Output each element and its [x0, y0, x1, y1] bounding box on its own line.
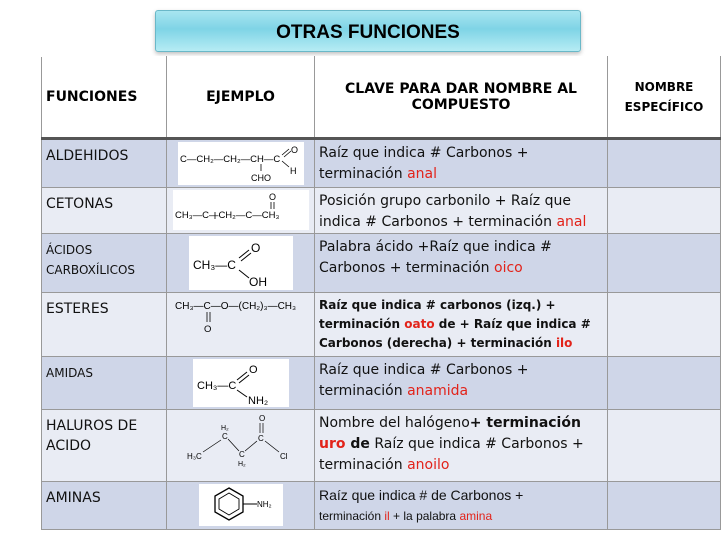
header-ejemplo: EJEMPLO	[167, 57, 315, 139]
clave-cetonas: Posición grupo carbonilo + Raíz que indica # Carbonos + terminación anal	[315, 188, 608, 234]
struct-o: O	[268, 192, 276, 202]
clave-acidos: Palabra ácido +Raíz que indica # Carbonos + terminación oico	[315, 234, 608, 293]
specific-aldehidos	[608, 139, 721, 188]
clave-aminas: Raíz que indica # de Carbonos + terminación il + la palabra amina	[315, 482, 608, 530]
struct-nh2: NH₂	[256, 500, 272, 509]
specific-cetonas	[608, 188, 721, 234]
struct-sub: CHO	[250, 173, 271, 183]
row-name-esteres: ESTERES	[42, 293, 167, 357]
struct-oh: OH	[248, 275, 267, 289]
row-name-haluros: HALUROS DE ACIDO	[42, 410, 167, 482]
header-nombre-especifico: NOMBRE ESPECÍFICO	[608, 57, 721, 139]
specific-acidos	[608, 234, 721, 293]
example-esteres	[167, 293, 315, 357]
ester-structure	[173, 295, 309, 343]
struct-main: C—CH₂—CH₂—CH—C	[179, 154, 280, 165]
struct-h3c: H₃C	[186, 452, 202, 461]
struct-o: O	[290, 145, 298, 155]
header-funciones: FUNCIONES	[42, 57, 167, 139]
struct-o: O	[248, 364, 258, 376]
struct-main: CH₃—C	[196, 380, 236, 392]
example-acidos	[167, 234, 315, 293]
struct-o: O	[203, 324, 211, 335]
struct-cl: Cl	[279, 452, 288, 461]
row-name-aldehidos: ALDEHIDOS	[42, 139, 167, 188]
struct-main: CH₃—C—CH₂—C—CH₃	[174, 210, 279, 221]
header-clave: CLAVE PARA DAR NOMBRE AL COMPUESTO	[315, 57, 608, 139]
row-name-acidos: ÁCIDOS CARBOXÍLICOS	[42, 234, 167, 293]
struct-c2: C	[238, 450, 245, 459]
clave-amidas: Raíz que indica # Carbonos + terminación anamida	[315, 357, 608, 410]
acid-halide-structure	[181, 412, 301, 474]
struct-main: CH₃—C—O—(CH₂)₃—CH₃	[174, 301, 296, 312]
amine-structure	[199, 484, 283, 526]
carboxylic-acid-structure	[189, 236, 293, 290]
clave-haluros: Nombre del halógeno+ terminación uro de Raíz que indica # Carbonos + terminación anoilo	[315, 410, 608, 482]
struct-h2a: H₂	[220, 425, 229, 432]
struct-o: O	[250, 241, 260, 255]
row-name-amidas: AMIDAS	[42, 357, 167, 410]
example-cetonas	[167, 188, 315, 234]
clave-aldehidos: Raíz que indica # Carbonos + terminación anal	[315, 139, 608, 188]
ketone-structure	[173, 190, 309, 230]
functions-table	[41, 56, 721, 530]
struct-nh2: NH₂	[247, 395, 268, 407]
amide-structure	[193, 359, 289, 407]
aldehyde-structure	[178, 142, 304, 185]
example-aminas	[167, 482, 315, 530]
page-title: OTRAS FUNCIONES	[155, 10, 581, 52]
struct-h2b: H₂	[237, 461, 246, 468]
struct-h: H	[289, 166, 296, 176]
specific-amidas	[608, 357, 721, 410]
example-haluros	[167, 410, 315, 482]
struct-o: O	[258, 414, 265, 423]
struct-c3: C	[257, 434, 264, 443]
clave-esteres: Raíz que indica # carbonos (izq.) + terminación oato de + Raíz que indica # Carbonos (derecha) + terminación ilo	[315, 293, 608, 357]
specific-esteres	[608, 293, 721, 357]
row-name-cetonas: CETONAS	[42, 188, 167, 234]
specific-haluros	[608, 410, 721, 482]
specific-aminas	[608, 482, 721, 530]
example-amidas	[167, 357, 315, 410]
struct-c1: C	[221, 432, 228, 441]
example-aldehidos	[167, 139, 315, 188]
struct-main: CH₃—C	[192, 258, 236, 272]
row-name-aminas: AMINAS	[42, 482, 167, 530]
